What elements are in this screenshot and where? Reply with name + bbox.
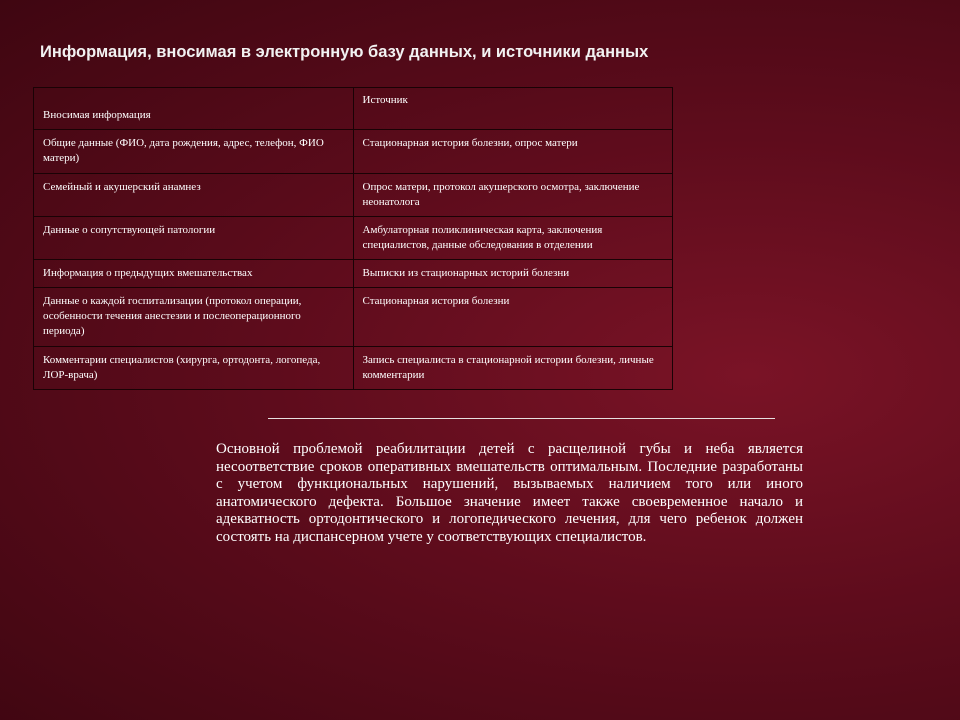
cell-source: Амбулаторная поликлиническая карта, заключения специалистов, данные обследования в отделении (353, 217, 673, 260)
cell-source: Выписки из стационарных историй болезни (353, 260, 673, 288)
table-row (34, 347, 673, 390)
slide-title: Информация, вносимая в электронную базу данных, и источники данных (40, 43, 649, 61)
cell-info: Информация о предыдущих вмешательствах (34, 260, 354, 288)
cell-info: Общие данные (ФИО, дата рождения, адрес, телефон, ФИО матери) (34, 130, 354, 174)
table-header-row (34, 88, 673, 130)
data-sources-table (33, 87, 673, 390)
divider-line (268, 418, 775, 419)
table-row (34, 174, 673, 217)
cell-source: Опрос матери, протокол акушерского осмотра, заключение неонатолога (353, 174, 673, 217)
cell-info: Комментарии специалистов (хирурга, ортодонта, логопеда, ЛОР-врача) (34, 347, 354, 390)
table-row (34, 260, 673, 288)
table-row (34, 130, 673, 174)
cell-info: Данные о каждой госпитализации (протокол операции, особенности течения анестезии и послеоперационного периода) (34, 288, 354, 347)
cell-info: Семейный и акушерский анамнез (34, 174, 354, 217)
table-row (34, 217, 673, 260)
table-row (34, 288, 673, 347)
cell-source: Стационарная история болезни (353, 288, 673, 347)
body-paragraph: Основной проблемой реабилитации детей с расщелиной губы и неба является несоответствие сроков оперативных вмешательств оптимальным. Последние разработаны с учетом функциональных нарушений, вызываемых наличием того или иного анатомического дефекта. Большое значение имеет также своевременное начало и адекватность ортодонтического и логопедического лечения, для чего ребенок должен состоять на диспансерном учете у соответствующих специалистов. (216, 441, 803, 545)
header-source: Источник (353, 88, 673, 130)
cell-source: Запись специалиста в стационарной истории болезни, личные комментарии (353, 347, 673, 390)
cell-info: Данные о сопутствующей патологии (34, 217, 354, 260)
cell-source: Стационарная история болезни, опрос матери (353, 130, 673, 174)
header-info: Вносимая информация (34, 88, 354, 130)
